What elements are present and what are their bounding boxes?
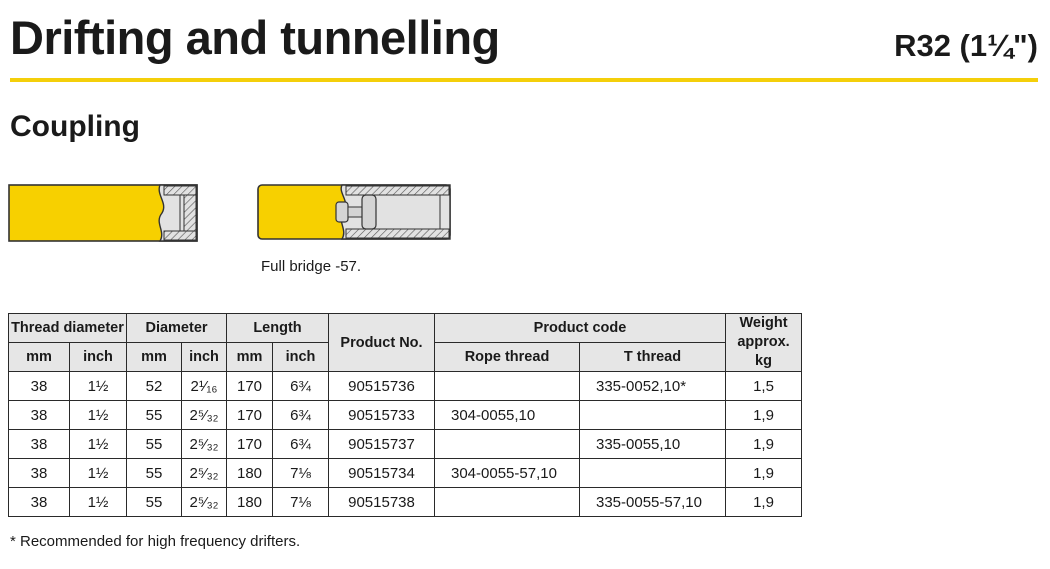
rope-thread-code: 304-0055,10: [435, 401, 580, 430]
weight-kg: 1,9: [726, 488, 802, 517]
header-weight: Weight approx. kg: [726, 314, 802, 372]
t-thread-code: 335-0052,10*: [580, 372, 726, 401]
length-mm: 170: [227, 401, 273, 430]
table-row: [9, 430, 802, 459]
coupling-drawing: [8, 183, 200, 243]
drawing-caption: Full bridge -57.: [261, 258, 362, 275]
length-inch: 6¾: [273, 401, 329, 430]
rope-thread-code: [435, 488, 580, 517]
thread-diameter-mm: 38: [9, 401, 70, 430]
weight-kg: 1,9: [726, 459, 802, 488]
weight-kg: 1,9: [726, 401, 802, 430]
table-row: [9, 372, 802, 401]
header-thread-diameter: Thread diameter: [9, 314, 127, 343]
product-number: 90515733: [329, 401, 435, 430]
diameter-mm: 55: [127, 401, 182, 430]
thread-diameter-mm: 38: [9, 430, 70, 459]
header-rope-thread: Rope thread: [435, 343, 580, 372]
table-row: [9, 459, 802, 488]
diameter-inch: 2¹⁄₁₆: [182, 372, 227, 401]
unit-inch: inch: [182, 343, 227, 372]
thread-diameter-mm: 38: [9, 372, 70, 401]
diameter-inch: 2⁵⁄₃₂: [182, 430, 227, 459]
diameter-inch: 2⁵⁄₃₂: [182, 488, 227, 517]
rope-thread-code: [435, 372, 580, 401]
thread-diameter-inch: 1½: [70, 372, 127, 401]
header-product-code: Product code: [435, 314, 726, 343]
length-mm: 170: [227, 430, 273, 459]
footnote: * Recommended for high frequency drifters.: [10, 533, 301, 550]
length-inch: 7⅛: [273, 459, 329, 488]
spec-table-body: [9, 372, 802, 517]
spec-table: [8, 313, 802, 517]
header-diameter: Diameter: [127, 314, 227, 343]
header-rule: [10, 78, 1038, 82]
diameter-inch: 2⁵⁄₃₂: [182, 401, 227, 430]
thread-diameter-inch: 1½: [70, 459, 127, 488]
t-thread-code: 335-0055-57,10: [580, 488, 726, 517]
diameter-mm: 55: [127, 488, 182, 517]
unit-mm: mm: [127, 343, 182, 372]
t-thread-code: [580, 459, 726, 488]
product-number: 90515736: [329, 372, 435, 401]
length-inch: 6¾: [273, 430, 329, 459]
header-length: Length: [227, 314, 329, 343]
header-t-thread: T thread: [580, 343, 726, 372]
diameter-mm: 55: [127, 459, 182, 488]
thread-diameter-inch: 1½: [70, 488, 127, 517]
weight-kg: 1,5: [726, 372, 802, 401]
header-product-no: Product No.: [329, 314, 435, 372]
table-row: [9, 488, 802, 517]
rope-thread-code: 304-0055-57,10: [435, 459, 580, 488]
table-row: [9, 401, 802, 430]
full-bridge-coupling-drawing: [256, 183, 454, 241]
length-mm: 180: [227, 459, 273, 488]
t-thread-code: 335-0055,10: [580, 430, 726, 459]
length-inch: 6¾: [273, 372, 329, 401]
length-inch: 7⅛: [273, 488, 329, 517]
unit-inch: inch: [70, 343, 127, 372]
diameter-inch: 2⁵⁄₃₂: [182, 459, 227, 488]
section-title: Coupling: [10, 110, 140, 143]
diameter-mm: 52: [127, 372, 182, 401]
length-mm: 170: [227, 372, 273, 401]
product-number: 90515734: [329, 459, 435, 488]
thread-diameter-inch: 1½: [70, 430, 127, 459]
rope-thread-code: [435, 430, 580, 459]
product-number: 90515738: [329, 488, 435, 517]
diameter-mm: 55: [127, 430, 182, 459]
product-number: 90515737: [329, 430, 435, 459]
page-header: [0, 0, 1050, 84]
weight-kg: 1,9: [726, 430, 802, 459]
thread-size-label: R32 (1¼"): [894, 28, 1038, 63]
unit-mm: mm: [9, 343, 70, 372]
page-title: Drifting and tunnelling: [10, 11, 500, 64]
unit-inch: inch: [273, 343, 329, 372]
length-mm: 180: [227, 488, 273, 517]
thread-diameter-mm: 38: [9, 488, 70, 517]
unit-mm: mm: [227, 343, 273, 372]
thread-diameter-mm: 38: [9, 459, 70, 488]
t-thread-code: [580, 401, 726, 430]
thread-diameter-inch: 1½: [70, 401, 127, 430]
